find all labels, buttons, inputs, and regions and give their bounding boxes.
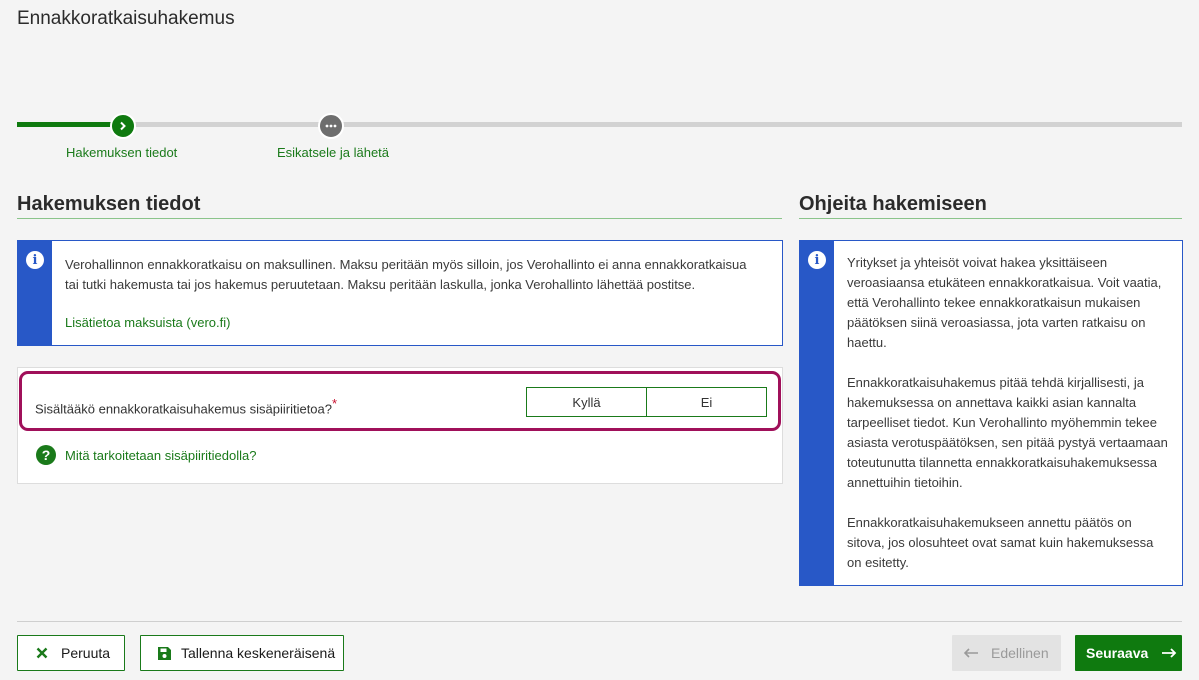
next-button[interactable] [1075,635,1182,671]
insider-help-link[interactable]: Mitä tarkoitetaan sisäpiiritiedolla? [65,448,257,463]
insider-answer-toggle[interactable] [526,387,767,417]
answer-no-button[interactable]: Ei [646,388,766,416]
payment-info-link[interactable]: Lisätietoa maksuista (vero.fi) [65,315,231,330]
save-draft-button-label: Tallenna keskeneräisenä [181,645,336,661]
stepper-track [17,122,1182,127]
info-icon: i [26,251,44,269]
guidance-paragraph-2: Ennakkoratkaisuhakemus pitää tehdä kirjallisesti, ja hakemuksessa on annettava kaikki asian kannalta tarpeelliset tiedot. Kun Verohallinto myöhemmin tekee asiasta verotuspäätöksen, sen pitää pystyä vertaamaan toteutunutta tilannetta ennakkoratkaisuhakemuksessa annettuihin tietoihin. [847,375,1168,490]
required-mark: * [332,396,338,411]
sidebar-heading: Ohjeita hakemiseen [799,193,987,215]
cancel-button-label: Peruuta [61,645,111,661]
main-heading-rule [17,218,782,219]
main-heading: Hakemuksen tiedot [17,193,201,215]
guidance-paragraph-1: Yritykset ja yhteisöt voivat hakea yksittäiseen veroasiaansa etukäteen ennakkoratkaisua. Voit vaatia, että Verohallinto tekee ennakkoratkaisun mukaisen päätöksen siinä veroasiassa, jota varten ratkaisu on haettu. [847,255,1162,350]
arrow-left-icon [962,644,980,662]
cancel-button[interactable] [17,635,125,671]
payment-info-box [17,240,783,346]
page-title: Ennakkoratkaisuhakemus [17,8,235,29]
save-icon [155,644,173,662]
arrow-right-icon [1160,644,1178,662]
question-icon[interactable]: ? [36,445,56,465]
next-button-label: Seuraava [1086,645,1149,661]
footer-divider [17,621,1182,622]
previous-button-label: Edellinen [991,645,1049,661]
payment-info-line-2: tai tutki hakemusta tai jos hakemus peruutetaan. Maksu peritään laskulla, jonka Verohallinto lähettää postitse. [65,277,696,292]
insider-question-card [17,367,783,484]
step-2-ellipsis-icon[interactable] [318,113,344,139]
payment-info-line-1: Verohallinnon ennakkoratkaisu on maksullinen. Maksu peritään myös silloin, jos Verohallinto ei anna ennakkoratkaisua [65,257,747,272]
close-icon [33,644,51,662]
sidebar-heading-rule [799,218,1182,219]
stepper [0,0,1199,170]
answer-yes-button[interactable]: Kyllä [527,388,646,416]
save-draft-button[interactable] [140,635,344,671]
guidance-paragraph-3: Ennakkoratkaisuhakemukseen annettu päätös on sitova, jos olosuhteet ovat samat kuin hakemuksessa on esitetty. [847,515,1154,570]
step-1-chevron-icon[interactable] [110,113,136,139]
guidance-info-box [799,240,1183,586]
step-2-label[interactable]: Esikatsele ja lähetä [277,145,390,160]
info-icon: i [808,251,826,269]
step-1-label[interactable]: Hakemuksen tiedot [66,145,178,160]
stepper-progress [17,122,117,127]
insider-question-label: Sisältääkö ennakkoratkaisuhakemus sisäpiiritietoa?* [35,396,338,417]
previous-button[interactable] [952,635,1061,671]
